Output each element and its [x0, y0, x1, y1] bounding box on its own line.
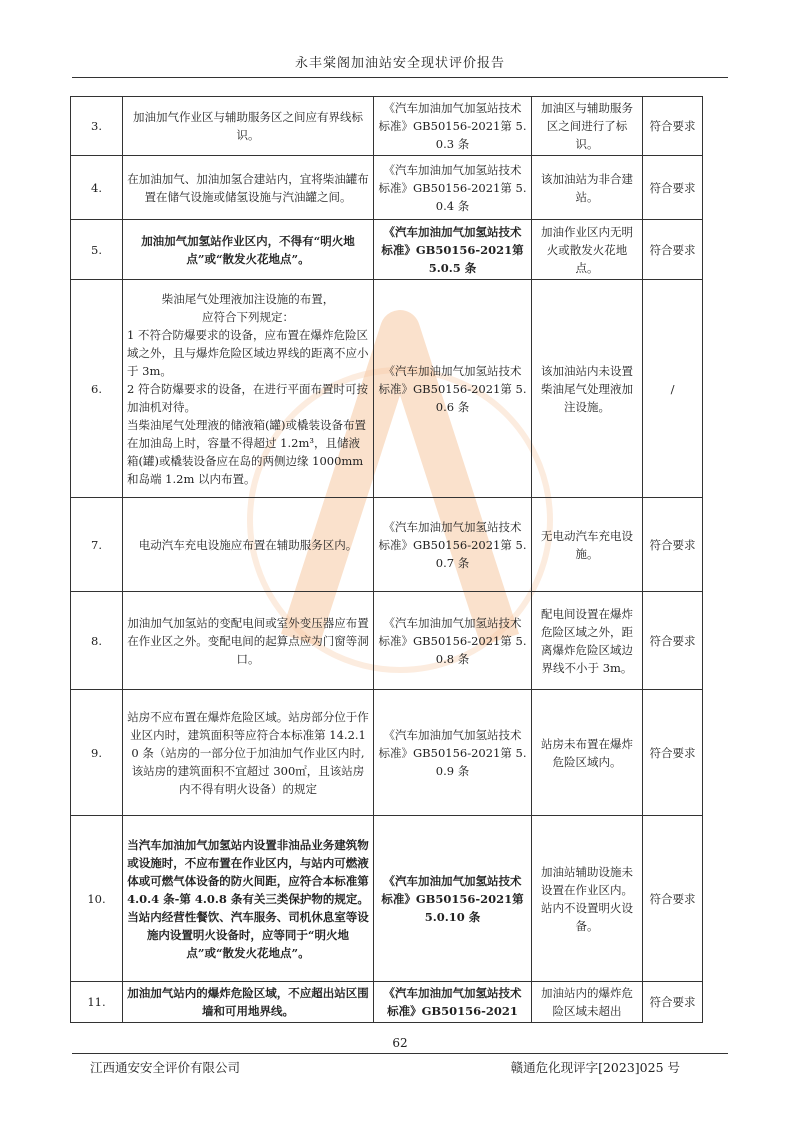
header-divider — [72, 77, 728, 78]
check-item: 电动汽车充电设施应布置在辅助服务区内。 — [123, 498, 374, 592]
row-number: 11. — [71, 982, 123, 1023]
footer-report-number: 赣通危化现评字[2023]025 号 — [510, 1060, 680, 1075]
check-item-line: 柴油尾气处理液加注设施的布置， — [161, 291, 335, 306]
table-row — [71, 280, 703, 498]
result: 符合要求 — [643, 690, 703, 816]
actual-situation: 站房未布置在爆炸危险区域内。 — [532, 690, 643, 816]
check-item: 站房不应布置在爆炸危险区域。站房部分位于作业区内时，建筑面积等应符合本标准第 14.2.10 条（站房的一部分位于加油加气作业区内时,该站房的建筑面积不宜超过 300㎡，且该站房内不得有明火设备）的规定 — [123, 690, 374, 816]
footer-divider — [72, 1053, 728, 1054]
actual-situation: 加油作业区内无明火或散发火花地点。 — [532, 220, 643, 280]
check-item-line: 2 符合防爆要求的设备，在进行平面布置时可按加油机对待。 — [127, 381, 368, 414]
evaluation-table — [70, 96, 703, 1023]
table-row — [71, 498, 703, 592]
check-item-line: 应符合下列规定： — [202, 309, 294, 324]
basis-reference: 《汽车加油加气加氢站技术标准》GB50156-2021第 5.0.6 条 — [374, 280, 532, 498]
row-number: 6. — [71, 280, 123, 498]
page-number: 62 — [392, 1036, 408, 1050]
footer-company: 江西通安安全评价有限公司 — [90, 1060, 241, 1075]
row-number: 9. — [71, 690, 123, 816]
basis-reference: 《汽车加油加气加氢站技术标准》GB50156-2021第 5.0.7 条 — [374, 498, 532, 592]
check-item-line: 当柴油尾气处理液的储液箱(罐)或橇装设备布置在加油岛上时，容量不得超过 1.2m³，且储液箱(罐)或橇装设备应在岛的两侧边缘 1000mm 和岛端 1.2m 以内布置。 — [127, 417, 366, 486]
basis-reference: 《汽车加油加气加氢站技术标准》GB50156-2021第 5.0.8 条 — [374, 592, 532, 690]
result: 符合要求 — [643, 592, 703, 690]
actual-situation: 无电动汽车充电设施。 — [532, 498, 643, 592]
result: 符合要求 — [643, 220, 703, 280]
basis-reference: 《汽车加油加气加氢站技术标准》GB50156-2021第 5.0.10 条 — [374, 816, 532, 982]
basis-reference: 《汽车加油加气加氢站技术标准》GB50156-2021第 5.0.5 条 — [374, 220, 532, 280]
result: 符合要求 — [643, 816, 703, 982]
row-number: 5. — [71, 220, 123, 280]
check-item: 当汽车加油加气加氢站内设置非油品业务建筑物或设施时，不应布置在作业区内，与站内可燃液体或可燃气体设备的防火间距，应符合本标准第 4.0.4 条-第 4.0.8 条有关三类保护物的规定。当站内经营性餐饮、汽车服务、司机休息室等设施内设置明火设备时，应等同于“明火地点”或“散发火花地点”。 — [123, 816, 374, 982]
actual-situation: 配电间设置在爆炸危险区域之外，距离爆炸危险区域边界线不小于 3m。 — [532, 592, 643, 690]
basis-reference: 《汽车加油加气加氢站技术标准》GB50156-2021 — [374, 982, 532, 1023]
actual-situation: 加油站内的爆炸危险区域未超出 — [532, 982, 643, 1023]
result: / — [643, 280, 703, 498]
table-row — [71, 816, 703, 982]
table-row — [71, 982, 703, 1023]
check-item: 在加油加气、加油加氢合建站内，宜将柴油罐布置在储气设施或储氢设施与汽油罐之间。 — [123, 156, 374, 220]
check-item: 加油加气作业区与辅助服务区之间应有界线标识。 — [123, 97, 374, 156]
page-header-title: 永丰棠阁加油站安全现状评价报告 — [294, 56, 505, 71]
actual-situation: 该加油站为非合建站。 — [532, 156, 643, 220]
row-number: 3. — [71, 97, 123, 156]
actual-situation: 加油站辅助设施未设置在作业区内。站内不设置明火设备。 — [532, 816, 643, 982]
check-item — [123, 280, 374, 498]
result: 符合要求 — [643, 97, 703, 156]
row-number: 10. — [71, 816, 123, 982]
basis-reference: 《汽车加油加气加氢站技术标准》GB50156-2021第 5.0.4 条 — [374, 156, 532, 220]
row-number: 8. — [71, 592, 123, 690]
row-number: 4. — [71, 156, 123, 220]
check-item-line: 1 不符合防爆要求的设备，应布置在爆炸危险区域之外，且与爆炸危险区域边界线的距离不应小于 3m。 — [127, 327, 369, 378]
table-row — [71, 97, 703, 156]
result: 符合要求 — [643, 498, 703, 592]
actual-situation: 加油区与辅助服务区之间进行了标识。 — [532, 97, 643, 156]
check-item: 加油加气加氢站作业区内，不得有“明火地点”或“散发火花地点”。 — [123, 220, 374, 280]
check-item: 加油加气加氢站的变配电间或室外变压器应布置在作业区之外。变配电间的起算点应为门窗等洞口。 — [123, 592, 374, 690]
row-number: 7. — [71, 498, 123, 592]
table-row — [71, 220, 703, 280]
basis-reference: 《汽车加油加气加氢站技术标准》GB50156-2021第 5.0.9 条 — [374, 690, 532, 816]
actual-situation: 该加油站内未设置柴油尾气处理液加注设施。 — [532, 280, 643, 498]
table-row — [71, 592, 703, 690]
table-row — [71, 690, 703, 816]
result: 符合要求 — [643, 982, 703, 1023]
basis-reference: 《汽车加油加气加氢站技术标准》GB50156-2021第 5.0.3 条 — [374, 97, 532, 156]
result: 符合要求 — [643, 156, 703, 220]
check-item: 加油加气站内的爆炸危险区域，不应超出站区围墙和可用地界线。 — [123, 982, 374, 1023]
table-row — [71, 156, 703, 220]
